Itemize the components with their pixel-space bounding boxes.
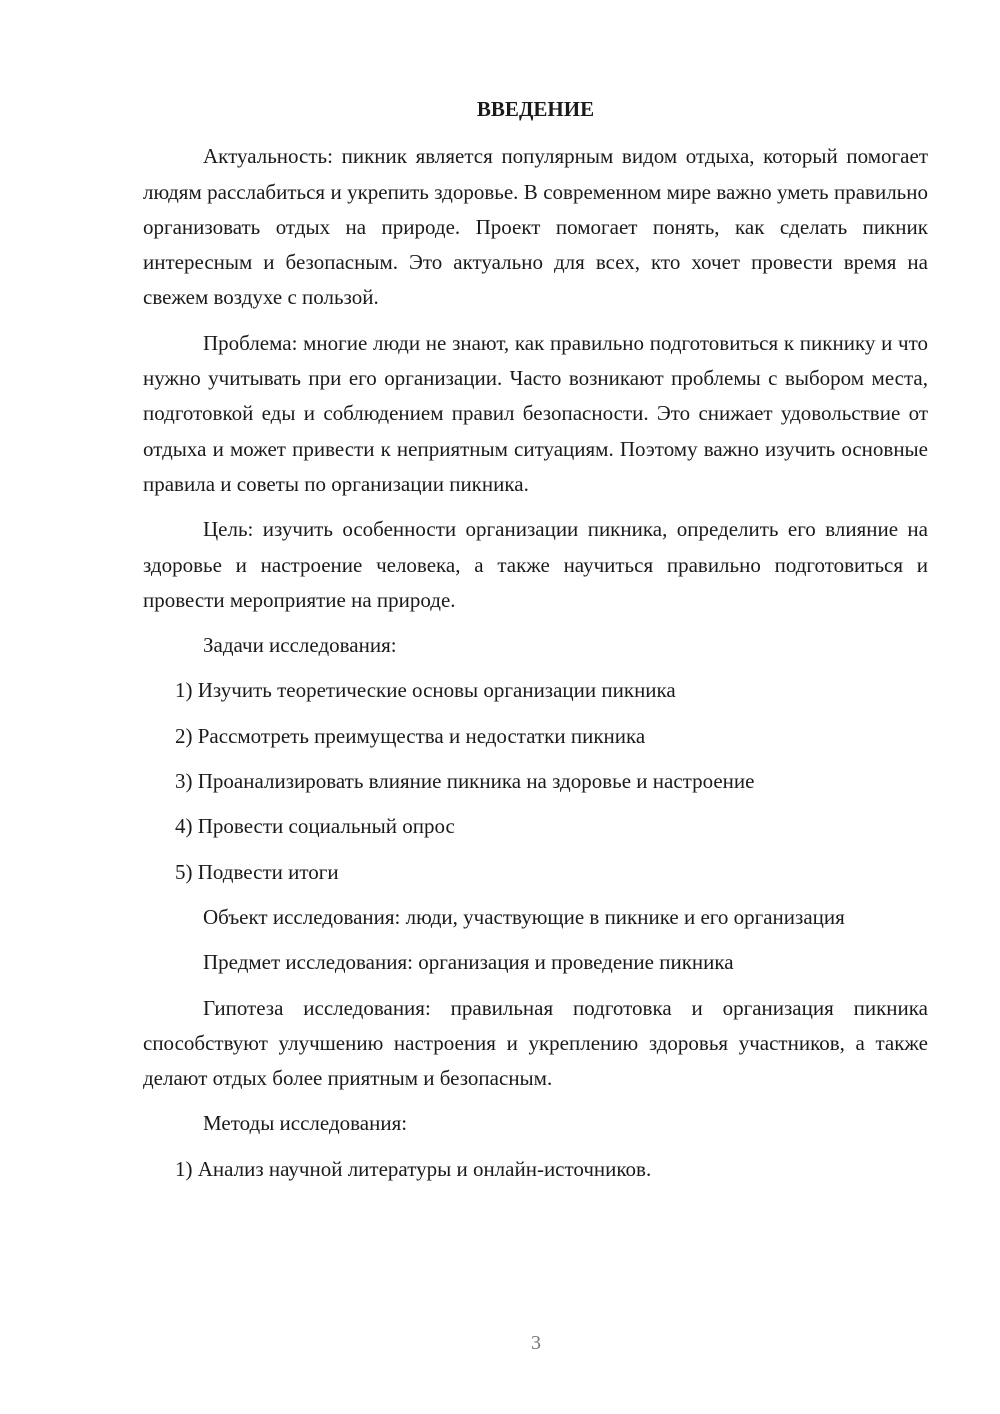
goal-paragraph: Цель: изучить особенности организации пикника, определить его влияние на здоровье и настроение человека, а также научиться правильно подготовиться и провести мероприятие на природе. bbox=[143, 517, 928, 612]
list-item: 4) Провести социальный опрос bbox=[175, 814, 455, 839]
list-item: 3) Проанализировать влияние пикника на здоровье и настроение bbox=[175, 769, 755, 794]
problem-paragraph: Проблема: многие люди не знают, как правильно подготовиться к пикнику и что нужно учитывать при его организации. Часто возникают проблемы с выбором места, подготовкой еды и соблюдением правил безопасности. Это снижает удовольствие от отдыха и может привести к неприятным ситуациям. Поэтому важно изучить основные правила и советы по организации пикника. bbox=[143, 330, 928, 496]
tasks-heading: Задачи исследования: bbox=[203, 633, 397, 658]
subject-paragraph: Предмет исследования: организация и проведение пикника bbox=[203, 950, 734, 975]
hypothesis-paragraph: Гипотеза исследования: правильная подготовка и организация пикника способствуют улучшению настроения и укреплению здоровья участников, а также делают отдых более приятным и безопасным. bbox=[143, 995, 928, 1091]
list-item: 5) Подвести итоги bbox=[175, 859, 339, 884]
list-item: 2) Рассмотреть преимущества и недостатки пикника bbox=[175, 723, 646, 748]
list-item: 1) Изучить теоретические основы организации пикника bbox=[175, 678, 676, 703]
methods-list bbox=[143, 1152, 928, 1187]
relevance-paragraph: Актуальность: пикник является популярным видом отдыха, который помогает людям расслабиться и укрепить здоровье. В современном мире важно уметь правильно организовать отдых на природе. Проект помогает понять, как сделать пикник интересным и безопасным. Это актуально для всех, кто хочет провести время на свежем воздухе с пользой. bbox=[143, 144, 928, 310]
tasks-list bbox=[143, 673, 928, 889]
page-title: ВВЕДЕНИЕ bbox=[476, 97, 595, 121]
list-item: 1) Анализ научной литературы и онлайн-источников. bbox=[175, 1156, 652, 1181]
document-page bbox=[143, 92, 928, 1197]
methods-heading: Методы исследования: bbox=[203, 1111, 408, 1136]
object-paragraph: Объект исследования: люди, участвующие в пикнике и его организация bbox=[203, 904, 845, 929]
page-number: 3 bbox=[531, 1332, 541, 1354]
